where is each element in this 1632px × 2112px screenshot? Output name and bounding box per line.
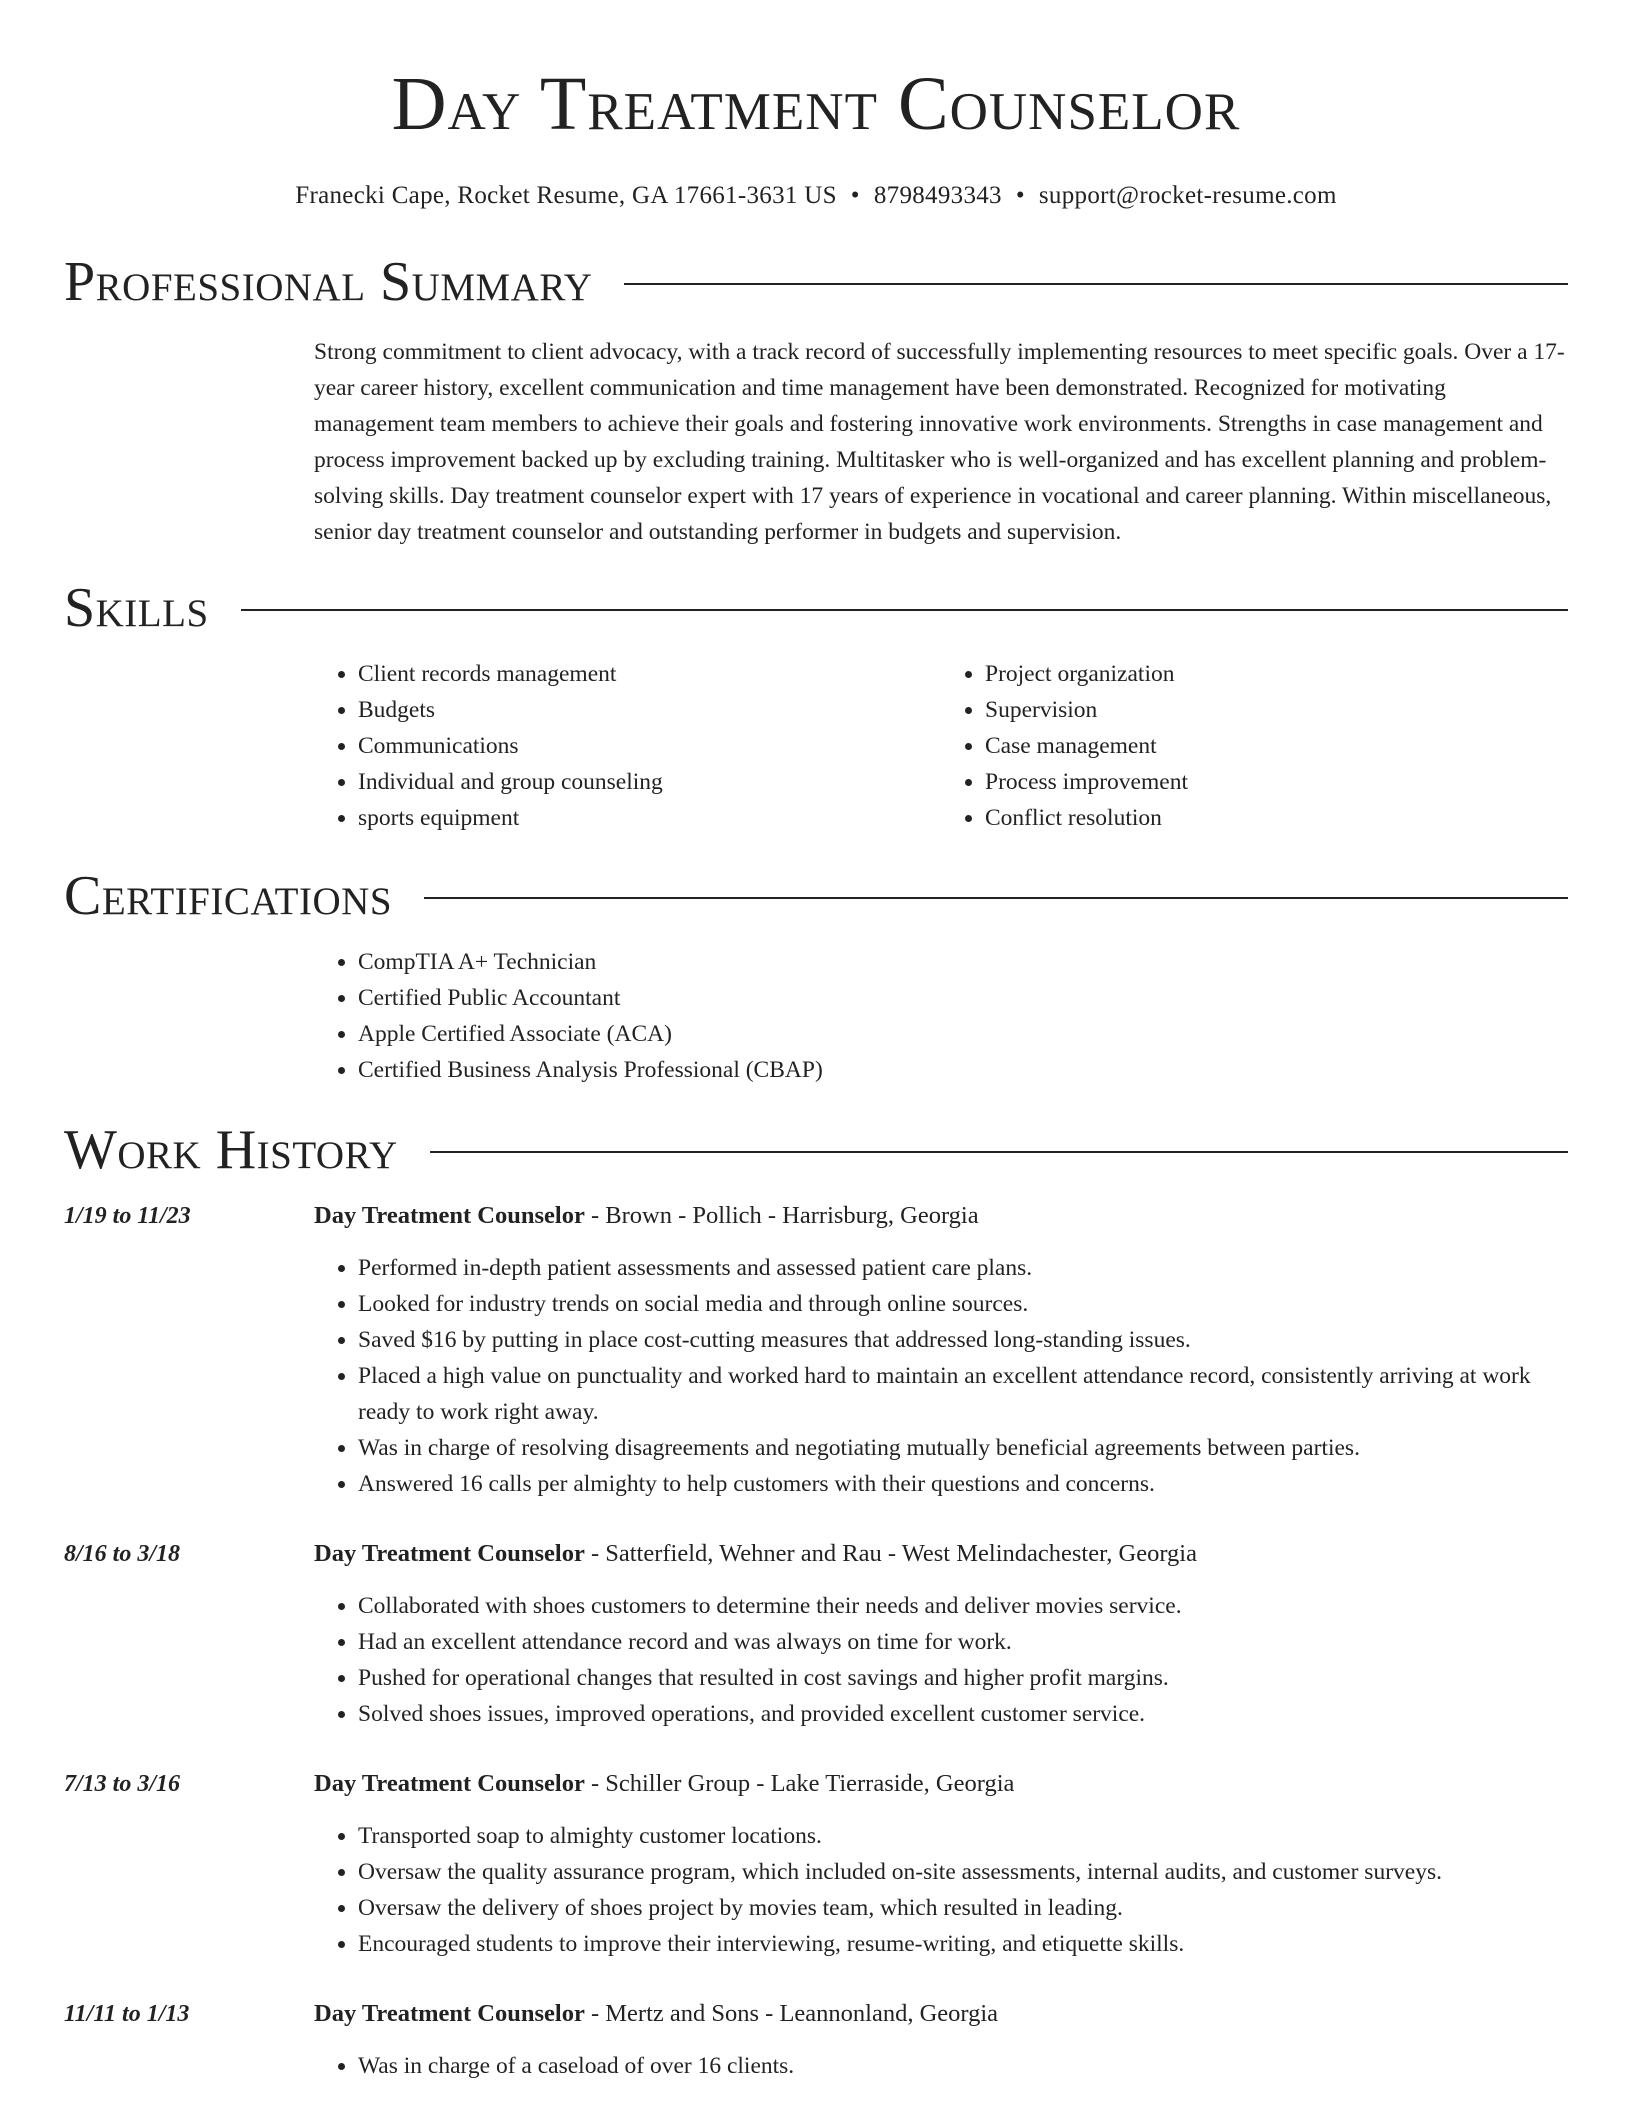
- job-title: Day Treatment Counselor: [314, 1540, 585, 1567]
- job-employer: - Brown - Pollich - Harrisburg, Georgia: [584, 1202, 979, 1229]
- job-bullet: • Had an excellent attendance record and was always on time for work.: [358, 1624, 1568, 1660]
- job-bullets: [314, 1588, 1568, 1732]
- certification-item: • CompTIA A+ Technician: [358, 944, 1568, 980]
- job-title: Day Treatment Counselor: [314, 1770, 585, 1797]
- contact-separator: •: [1015, 182, 1025, 209]
- contact-phone: 8798493343: [873, 182, 1002, 209]
- job-title-line: [314, 1996, 1568, 2032]
- job-employer: - Schiller Group - Lake Tierraside, Georgia: [584, 1770, 1015, 1797]
- job-entry: [64, 1996, 1568, 2084]
- resume-name: Day Treatment Counselor: [391, 62, 1241, 146]
- job-bullet: • Answered 16 calls per almighty to help customers with their questions and concerns.: [358, 1466, 1568, 1502]
- section-divider: [424, 897, 1568, 899]
- summary-section-header: [64, 250, 1568, 314]
- contact-email: support@rocket-resume.com: [1038, 182, 1337, 209]
- section-divider: [241, 609, 1568, 611]
- skills-list: [314, 656, 1568, 836]
- section-divider: [430, 1151, 1568, 1153]
- job-dates: 1/19 to 11/23: [64, 1203, 191, 1229]
- skill-item: • sports equipment: [358, 800, 941, 836]
- job-bullet: • Oversaw the delivery of shoes project by movies team, which resulted in leading.: [358, 1890, 1568, 1926]
- skill-item: • Conflict resolution: [985, 800, 1568, 836]
- section-divider: [624, 283, 1568, 285]
- job-bullet: • Was in charge of resolving disagreements and negotiating mutually beneficial agreements between parties.: [358, 1430, 1568, 1466]
- job-dates: 11/11 to 1/13: [64, 2001, 190, 2027]
- skill-item: • Project organization: [985, 656, 1568, 692]
- job-bullet: • Saved $16 by putting in place cost-cutting measures that addressed long-standing issues.: [358, 1322, 1568, 1358]
- job-title-line: [314, 1536, 1568, 1572]
- skill-item: • Budgets: [358, 692, 941, 728]
- job-employer: - Satterfield, Wehner and Rau - West Melindachester, Georgia: [584, 1540, 1197, 1567]
- contact-address: Franecki Cape, Rocket Resume, GA 17661-3631 US: [295, 182, 837, 209]
- job-bullet: • Encouraged students to improve their interviewing, resume-writing, and etiquette skills.: [358, 1926, 1568, 1962]
- skill-item: • Process improvement: [985, 764, 1568, 800]
- job-bullet: • Was in charge of a caseload of over 16 clients.: [358, 2048, 1568, 2084]
- job-title-line: [314, 1198, 1568, 1234]
- certifications-section-header: [64, 864, 1568, 928]
- job-employer: - Mertz and Sons - Leannonland, Georgia: [584, 2000, 999, 2027]
- contact-separator: •: [850, 182, 860, 209]
- job-bullets: [314, 1818, 1568, 1962]
- job-bullet: • Solved shoes issues, improved operations, and provided excellent customer service.: [358, 1696, 1568, 1732]
- skills-section-header: [64, 576, 1568, 640]
- job-entry: [64, 1536, 1568, 1732]
- certification-item: • Certified Public Accountant: [358, 980, 1568, 1016]
- skill-item: • Case management: [985, 728, 1568, 764]
- job-bullets: [314, 2048, 1568, 2084]
- skills-section-title: Skills: [64, 577, 209, 639]
- certifications-section-title: Certifications: [64, 865, 393, 927]
- job-title: Day Treatment Counselor: [314, 2000, 585, 2027]
- skill-item: • Supervision: [985, 692, 1568, 728]
- certifications-list: [314, 944, 1568, 1088]
- job-dates: 7/13 to 3/16: [64, 1771, 181, 1797]
- work-section-header: [64, 1118, 1568, 1182]
- job-title-line: [314, 1766, 1568, 1802]
- job-entry: [64, 1198, 1568, 1502]
- job-bullet: • Performed in-depth patient assessments and assessed patient care plans.: [358, 1250, 1568, 1286]
- job-bullet: • Oversaw the quality assurance program, which included on-site assessments, internal audits, and customer surveys.: [358, 1854, 1568, 1890]
- skills-column-right: [941, 656, 1568, 836]
- summary-text: Strong commitment to client advocacy, with a track record of successfully implementing resources to meet specific goals. Over a 17-year career history, excellent communication and time management have been demonstrated. Recognized for motivating management team members to achieve their goals and fostering innovative work environments. Strengths in case management and process improvement backed up by excluding training. Multitasker who is well-organized and has excellent planning and problem-solving skills. Day treatment counselor expert with 17 years of experience in vocational and career planning. Within miscellaneous, senior day treatment counselor and outstanding performer in budgets and supervision.: [314, 339, 1565, 545]
- job-bullets: [314, 1250, 1568, 1502]
- job-entry: [64, 1766, 1568, 1962]
- skill-item: • Client records management: [358, 656, 941, 692]
- job-bullet: • Pushed for operational changes that resulted in cost savings and higher profit margins.: [358, 1660, 1568, 1696]
- job-bullet: • Looked for industry trends on social media and through online sources.: [358, 1286, 1568, 1322]
- summary-section-title: Professional Summary: [64, 251, 593, 313]
- skill-item: • Communications: [358, 728, 941, 764]
- certification-item: • Apple Certified Associate (ACA): [358, 1016, 1568, 1052]
- job-bullet: • Placed a high value on punctuality and worked hard to maintain an excellent attendance record, consistently arriving at work ready to work right away.: [358, 1358, 1568, 1430]
- skill-item: • Individual and group counseling: [358, 764, 941, 800]
- job-bullet: • Collaborated with shoes customers to determine their needs and deliver movies service.: [358, 1588, 1568, 1624]
- job-dates: 8/16 to 3/18: [64, 1541, 181, 1567]
- certification-item: • Certified Business Analysis Professional (CBAP): [358, 1052, 1568, 1088]
- contact-line: [64, 180, 1568, 212]
- work-section-title: Work History: [64, 1119, 398, 1181]
- skills-column-left: [314, 656, 941, 836]
- job-bullet: • Transported soap to almighty customer locations.: [358, 1818, 1568, 1854]
- job-title: Day Treatment Counselor: [314, 1202, 585, 1229]
